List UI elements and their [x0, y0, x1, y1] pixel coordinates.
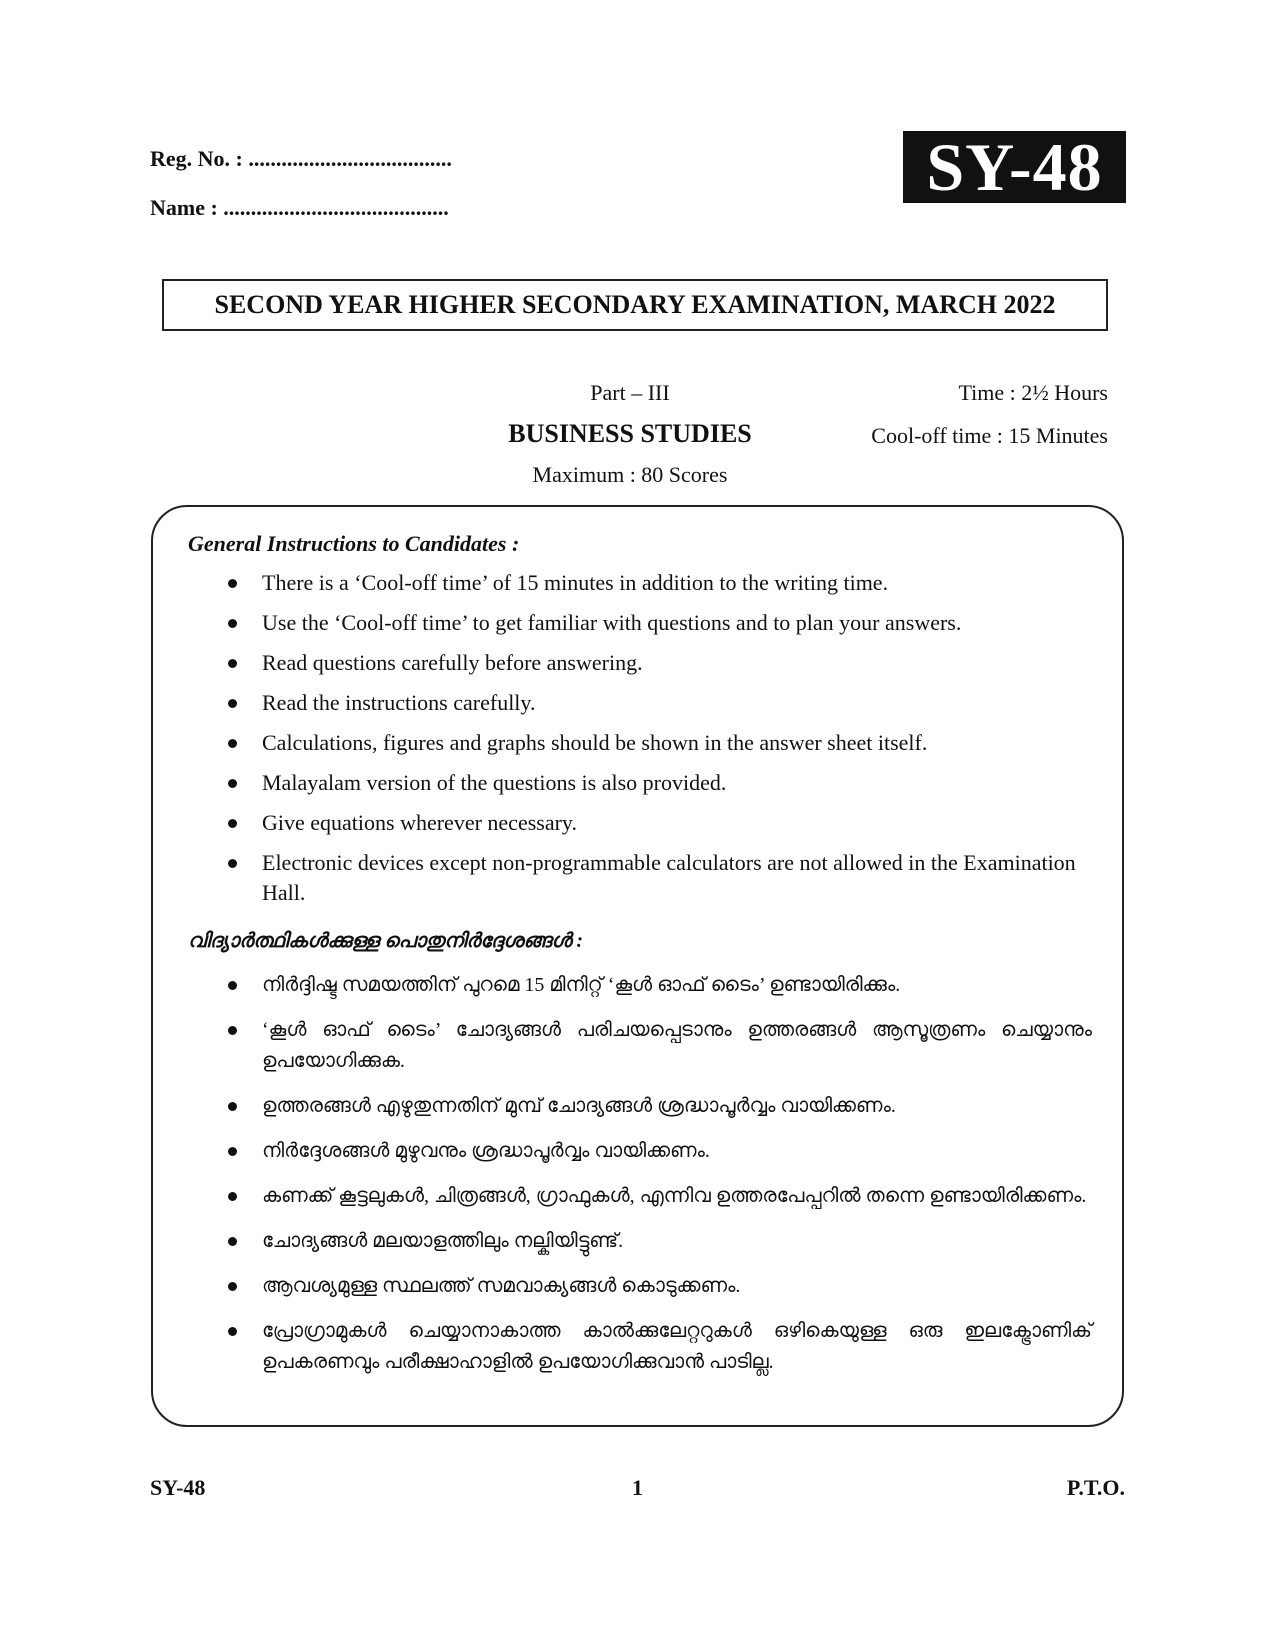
- instruction-item: [222, 648, 1092, 678]
- bullet-icon: [228, 739, 237, 748]
- bullet-icon: [228, 1192, 237, 1201]
- malayalam-instructions-list: [222, 970, 1092, 1392]
- instruction-item: [222, 808, 1092, 838]
- part-label: Part – III: [590, 380, 670, 405]
- instruction-text: നിർദ്ദിഷ്ട സമയത്തിന് പുറമെ 15 മിനിറ്റ് ‘കൂൾ ഓഫ് ടൈം’ ഉണ്ടായിരിക്കും.: [262, 974, 901, 996]
- bullet-icon: [228, 859, 237, 868]
- instruction-item: [222, 1091, 1092, 1122]
- english-instructions-list: [222, 568, 1092, 918]
- instruction-text: Give equations wherever necessary.: [262, 810, 577, 835]
- bullet-icon: [228, 619, 237, 628]
- instruction-text: നിർദ്ദേശങ്ങൾ മുഴുവനും ശ്രദ്ധാപൂർവ്വം വായിക്കണം.: [262, 1140, 710, 1162]
- instruction-text: ഉത്തരങ്ങൾ എഴുതുന്നതിന് മുമ്പ് ചോദ്യങ്ങൾ ശ്രദ്ധാപൂർവ്വം വായിക്കണം.: [262, 1095, 896, 1117]
- instruction-item: [222, 1181, 1092, 1212]
- bullet-icon: [228, 981, 237, 990]
- instruction-text: There is a ‘Cool-off time’ of 15 minutes in addition to the writing time.: [262, 570, 889, 595]
- exam-title: SECOND YEAR HIGHER SECONDARY EXAMINATION, MARCH 2022: [162, 279, 1108, 331]
- instruction-item: [222, 1015, 1092, 1077]
- bullet-icon: [228, 1327, 237, 1336]
- instruction-item: [222, 1271, 1092, 1302]
- bullet-icon: [228, 1026, 237, 1035]
- reg-no-field: Reg. No. : .....................................: [150, 146, 452, 171]
- bullet-icon: [228, 1147, 237, 1156]
- subject-title: BUSINESS STUDIES: [508, 419, 752, 448]
- bullet-icon: [228, 579, 237, 588]
- instruction-item: [222, 970, 1092, 1001]
- instruction-text: പ്രോഗ്രാമുകൾ ചെയ്യാനാകാത്ത കാൽക്കുലേറ്ററുകൾ ഒഴികെയുള്ള ഒരു ഇലക്ട്രോണിക് ഉപകരണവും പരീക്ഷാഹാളിൽ ഉപയോഗിക്കുവാൻ പാടില്ല.: [262, 1320, 1092, 1373]
- instruction-item: [222, 768, 1092, 798]
- instruction-text: Malayalam version of the questions is also provided.: [262, 770, 727, 795]
- please-turn-over: P.T.O.: [1066, 1475, 1125, 1500]
- instruction-item: [222, 848, 1092, 908]
- bullet-icon: [228, 1282, 237, 1291]
- bullet-icon: [228, 1237, 237, 1246]
- instruction-text: Use the ‘Cool-off time’ to get familiar with questions and to plan your answers.: [262, 610, 962, 635]
- name-field: Name : .........................................: [150, 195, 449, 220]
- footer-paper-code: SY-48: [150, 1475, 206, 1500]
- instruction-item: [222, 688, 1092, 718]
- english-instructions-heading: General Instructions to Candidates :: [188, 531, 520, 556]
- maximum-scores: Maximum : 80 Scores: [532, 462, 728, 487]
- instruction-text: ‘കൂൾ ഓഫ് ടൈം’ ചോദ്യങ്ങൾ പരിചയപ്പെടാനും ഉത്തരങ്ങൾ ആസൂത്രണം ചെയ്യാനും ഉപയോഗിക്കുക.: [262, 1019, 1092, 1072]
- instruction-text: Calculations, figures and graphs should be shown in the answer sheet itself.: [262, 730, 928, 755]
- malayalam-instructions-heading: വിദ്യാർത്ഥികൾക്കുള്ള പൊതുനിർദ്ദേശങ്ങൾ :: [188, 930, 584, 952]
- page-number: 1: [632, 1475, 643, 1500]
- instruction-item: [222, 1316, 1092, 1378]
- instruction-text: കണക്ക് കൂട്ടലുകൾ, ചിത്രങ്ങൾ, ഗ്രാഫുകൾ, എന്നിവ ഉത്തരപേപ്പറിൽ തന്നെ ഉണ്ടായിരിക്കണം.: [262, 1185, 1087, 1207]
- instruction-text: ആവശ്യമുള്ള സ്ഥലത്ത് സമവാക്യങ്ങൾ കൊടുക്കണം.: [262, 1275, 741, 1297]
- cool-off-time: Cool-off time : 15 Minutes: [871, 423, 1108, 448]
- instruction-item: [222, 1226, 1092, 1257]
- bullet-icon: [228, 659, 237, 668]
- bullet-icon: [228, 699, 237, 708]
- instruction-text: Read the instructions carefully.: [262, 690, 536, 715]
- bullet-icon: [228, 779, 237, 788]
- instruction-text: ചോദ്യങ്ങൾ മലയാളത്തിലും നല്കിയിട്ടുണ്ട്.: [262, 1230, 624, 1252]
- instruction-item: [222, 728, 1092, 758]
- instruction-item: [222, 568, 1092, 598]
- bullet-icon: [228, 819, 237, 828]
- instruction-item: [222, 1136, 1092, 1167]
- paper-code-badge: SY-48: [903, 131, 1126, 203]
- instruction-text: Electronic devices except non-programmable calculators are not allowed in the Examination Hall.: [262, 850, 1076, 905]
- bullet-icon: [228, 1102, 237, 1111]
- instruction-item: [222, 608, 1092, 638]
- time-duration: Time : 2½ Hours: [958, 380, 1108, 405]
- instruction-text: Read questions carefully before answering.: [262, 650, 643, 675]
